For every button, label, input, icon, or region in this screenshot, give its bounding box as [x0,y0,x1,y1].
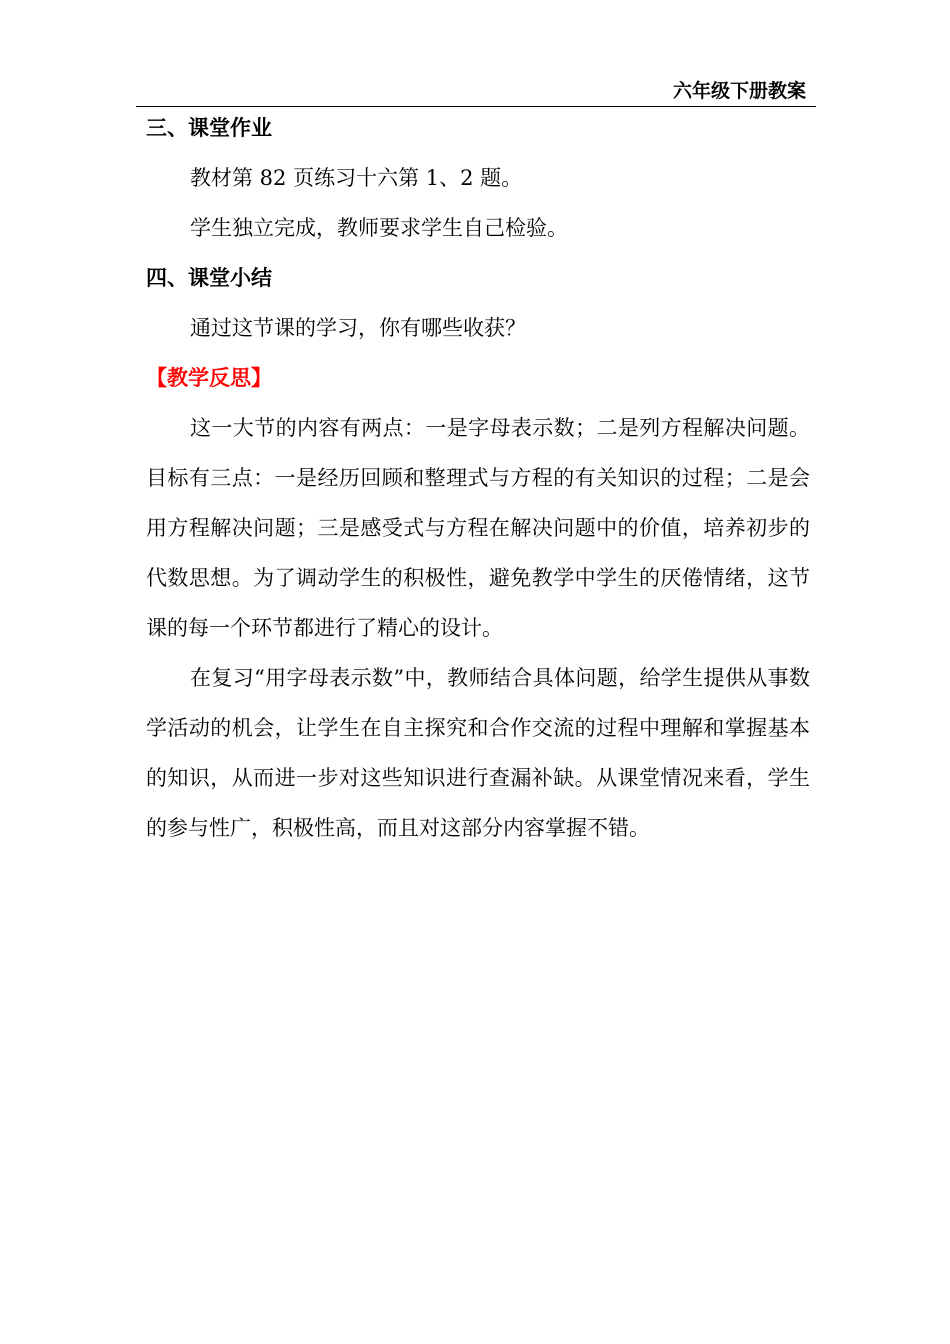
summary-line-1: 通过这节课的学习，你有哪些收获？ [190,316,526,340]
homework-line-1: 教材第 82 页练习十六第 1、2 题。 [190,166,523,190]
section-heading-summary: 四、课堂小结 [146,266,272,290]
homework-line-2: 学生独立完成，教师要求学生自己检验。 [190,216,568,240]
reflection-paragraph-2: 在复习“用字母表示数”中，教师结合具体问题，给学生提供从事数学活动的机会，让学生在自主探究和合作交流的过程中理解和掌握基本的知识，从而进一步对这些知识进行查漏补缺。从课堂情况来看，学生的参与性广，积极性高，而且对这部分内容掌握不错。 [146,666,810,840]
document-body [146,103,810,853]
header-title: 六年级下册教案 [672,80,806,102]
section-heading-reflection: 【教学反思】 [146,366,272,390]
reflection-paragraph-1: 这一大节的内容有两点：一是字母表示数；二是列方程解决问题。目标有三点：一是经历回顾和整理式与方程的有关知识的过程；二是会用方程解决问题；三是感受式与方程在解决问题中的价值，培养初步的代数思想。为了调动学生的积极性，避免教学中学生的厌倦情绪，这节课的每一个环节都进行了精心的设计。 [146,416,810,640]
section-heading-homework: 三、课堂作业 [146,116,272,140]
